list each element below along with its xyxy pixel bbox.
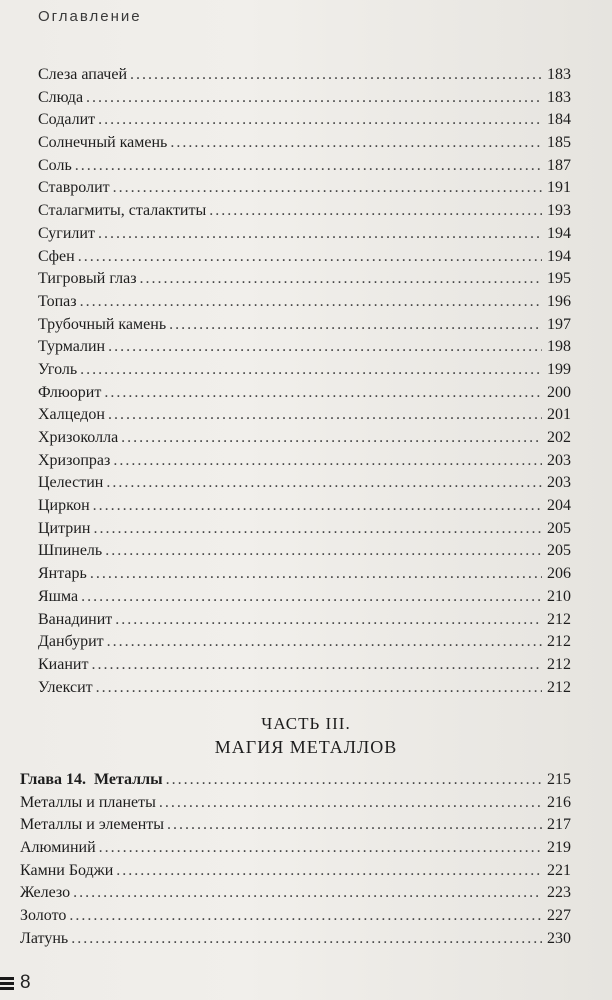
dot-leader	[106, 472, 542, 495]
dot-leader	[98, 223, 542, 246]
toc-entry[interactable]	[38, 268, 571, 291]
entry-page: 193	[547, 202, 571, 220]
entry-title: Тигровый глаз	[38, 270, 137, 288]
dot-leader	[80, 291, 542, 314]
dot-leader	[81, 586, 542, 609]
entry-page: 212	[547, 655, 571, 673]
entry-title: Цитрин	[38, 519, 91, 537]
chapter-title: Глава 14. Металлы	[20, 771, 163, 788]
toc-entry[interactable]	[38, 495, 571, 518]
entry-title: Топаз	[38, 292, 77, 310]
dot-leader	[130, 64, 542, 87]
toc-sub-entry[interactable]	[20, 837, 571, 860]
entry-title: Металлы и элементы	[20, 816, 165, 834]
page-header: Оглавление	[38, 8, 142, 25]
entry-page: 203	[547, 474, 571, 492]
entry-page: 184	[547, 111, 571, 129]
entry-title: Кианит	[38, 655, 89, 673]
toc-sub-entry[interactable]	[20, 882, 571, 905]
entry-page: 185	[547, 134, 571, 152]
toc-entry[interactable]	[38, 450, 571, 473]
toc-list	[38, 64, 571, 699]
dot-leader	[86, 87, 542, 110]
toc-entry[interactable]	[38, 109, 571, 132]
toc-entry[interactable]	[38, 563, 571, 586]
entry-page: 221	[547, 861, 571, 879]
part-title: МАГИЯ МЕТАЛЛОВ	[214, 737, 398, 757]
dot-leader	[140, 268, 542, 291]
entry-title: Латунь	[20, 929, 69, 947]
toc-sub-entry[interactable]	[20, 792, 571, 815]
entry-page: 195	[547, 270, 571, 288]
entry-page: 197	[547, 315, 571, 333]
toc-entry[interactable]	[38, 314, 571, 337]
toc-entry[interactable]	[38, 631, 571, 654]
entry-page: 183	[547, 66, 571, 83]
entry-page: 217	[547, 816, 571, 834]
dot-leader	[104, 382, 542, 405]
toc-entry[interactable]	[38, 677, 571, 700]
chapter-page: 215	[547, 771, 571, 788]
toc-sub-entry[interactable]	[20, 928, 571, 951]
entry-page: 223	[547, 884, 571, 902]
entry-page: 219	[547, 839, 571, 857]
entry-title: Ставролит	[38, 179, 110, 197]
entry-title: Данбурит	[38, 633, 104, 651]
entry-page: 200	[547, 383, 571, 401]
entry-page: 199	[547, 360, 571, 378]
entry-title: Целестин	[38, 474, 104, 492]
dot-leader	[116, 860, 542, 883]
entry-title: Слеза апачей	[38, 66, 127, 83]
entry-title: Металлы и планеты	[20, 793, 156, 811]
entry-title: Трубочный камень	[38, 315, 167, 333]
dot-leader	[159, 792, 542, 815]
dot-leader	[69, 905, 542, 928]
entry-page: 194	[547, 224, 571, 242]
entry-title: Сфен	[38, 247, 75, 265]
toc-entry[interactable]	[38, 427, 571, 450]
toc-entry[interactable]	[38, 87, 571, 110]
entry-page: 202	[547, 429, 571, 446]
chapter-row[interactable]	[20, 769, 571, 792]
toc-entry[interactable]	[38, 223, 571, 246]
dot-leader	[93, 495, 542, 518]
dot-leader	[99, 837, 542, 860]
toc-entry[interactable]	[38, 382, 571, 405]
entry-title: Флюорит	[38, 383, 102, 401]
dot-leader	[90, 563, 542, 586]
toc-entry[interactable]	[38, 132, 571, 155]
toc-entry[interactable]	[38, 155, 571, 178]
entry-page: 227	[547, 907, 571, 925]
toc-entry[interactable]	[38, 654, 571, 677]
dot-leader	[91, 654, 542, 677]
dot-leader	[167, 814, 542, 837]
toc-entry[interactable]	[38, 518, 571, 541]
entry-title: Янтарь	[38, 565, 87, 583]
entry-title: Алюминий	[20, 839, 96, 857]
entry-title: Халцедон	[38, 406, 105, 424]
entry-title: Уголь	[38, 360, 78, 378]
dot-leader	[113, 450, 542, 473]
dot-leader	[96, 677, 542, 700]
dot-leader	[108, 404, 542, 427]
dot-leader	[115, 609, 542, 632]
entry-title: Хризопраз	[38, 451, 111, 469]
entry-title: Шпинель	[38, 542, 103, 560]
toc-entry[interactable]	[38, 359, 571, 382]
page-number: 8	[20, 972, 31, 993]
toc-entry[interactable]	[38, 200, 571, 223]
toc-entry[interactable]	[38, 336, 571, 359]
toc-entry[interactable]	[38, 291, 571, 314]
toc-sub-list	[20, 769, 571, 951]
entry-title: Золото	[20, 907, 67, 925]
toc-sub-entry[interactable]	[20, 860, 571, 883]
entry-title: Слюда	[38, 88, 84, 106]
dot-leader	[105, 540, 542, 563]
dot-leader	[73, 882, 542, 905]
toc-entry[interactable]	[38, 472, 571, 495]
entry-title: Циркон	[38, 497, 90, 515]
dot-leader	[78, 246, 542, 269]
part-number: ЧАСТЬ III.	[261, 714, 351, 733]
entry-title: Яшма	[38, 587, 79, 605]
toc-entry[interactable]	[38, 586, 571, 609]
entry-page: 210	[547, 587, 571, 605]
entry-title: Камни Боджи	[20, 861, 114, 879]
entry-page: 212	[547, 678, 571, 696]
dot-leader	[71, 928, 542, 951]
entry-page: 205	[547, 519, 571, 537]
dot-leader	[108, 336, 542, 359]
toc-entry[interactable]	[38, 540, 571, 563]
entry-page: 212	[547, 633, 571, 651]
entry-page: 203	[547, 451, 571, 469]
entry-title: Солнечный камень	[38, 134, 168, 152]
entry-title: Ванадинит	[38, 610, 113, 628]
dot-leader	[93, 518, 542, 541]
entry-title: Хризоколла	[38, 429, 119, 446]
page-footer	[0, 972, 31, 994]
dot-leader	[169, 314, 542, 337]
entry-page: 198	[547, 338, 571, 356]
dot-leader	[107, 631, 542, 654]
dot-leader	[75, 155, 542, 178]
toc-entry[interactable]	[38, 246, 571, 269]
entry-page: 187	[547, 156, 571, 174]
dot-leader	[98, 109, 542, 132]
entry-page: 230	[547, 929, 571, 947]
entry-title: Сугилит	[38, 224, 95, 242]
menu-bars-icon	[0, 975, 14, 992]
entry-page: 205	[547, 542, 571, 560]
dot-leader	[80, 359, 542, 382]
toc-entry[interactable]	[38, 177, 571, 200]
toc-entry[interactable]	[38, 609, 571, 632]
entry-page: 204	[547, 497, 571, 515]
toc-sub-entry[interactable]	[20, 905, 571, 928]
dot-leader	[113, 177, 542, 200]
entry-title: Улексит	[38, 678, 93, 696]
entry-title: Соль	[38, 156, 72, 174]
entry-page: 212	[547, 610, 571, 628]
toc-sub-entry[interactable]	[20, 814, 571, 837]
entry-page: 196	[547, 292, 571, 310]
entry-title: Сталагмиты, сталактиты	[38, 202, 207, 220]
entry-page: 206	[547, 565, 571, 583]
entry-page: 183	[547, 88, 571, 106]
entry-title: Железо	[20, 884, 71, 902]
dot-leader	[209, 200, 542, 223]
toc-entry[interactable]	[38, 404, 571, 427]
entry-page: 201	[547, 406, 571, 424]
entry-page: 216	[547, 793, 571, 811]
dot-leader	[166, 769, 542, 792]
entry-page: 191	[547, 179, 571, 197]
entry-title: Содалит	[38, 111, 96, 129]
dot-leader	[121, 427, 542, 450]
toc-entry[interactable]	[38, 64, 571, 87]
entry-title: Турмалин	[38, 338, 106, 356]
entry-page: 194	[547, 247, 571, 265]
dot-leader	[170, 132, 542, 155]
